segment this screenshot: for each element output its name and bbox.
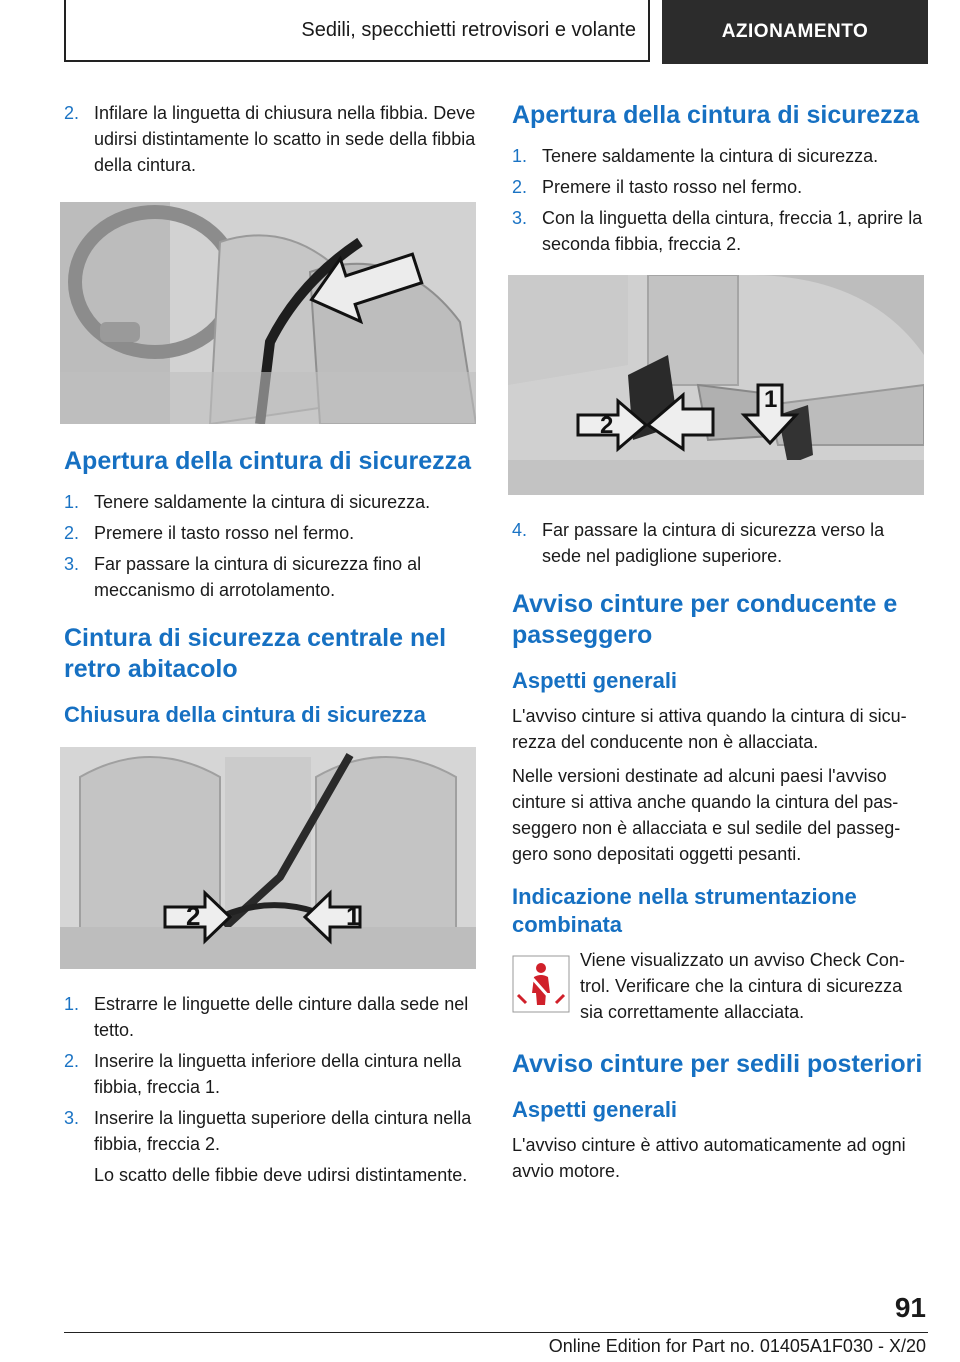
edition-text: Online Edition for Part no. 01405A1F030 - X/20 [548,1336,926,1356]
paragraph: Nelle versioni destinate ad alcuni paesi l'avviso cinture si attiva anche quando la cintura del passeggero non è allacciata e sul sedile del passeggero sono depositati oggetti pesanti. [512,766,901,864]
warning-text: Viene visualizzato un avviso Check Control. Verificare che la cintura di sicurezza sia correttamente allacciata. [580,950,905,1022]
heading-close-belt: Chiusura della cintura di sicurezza [64,702,426,727]
arrow-label-1: 1 [346,901,361,931]
heading-instrument-display: Indicazione nella strumentazione combinata [512,884,857,937]
list-item: 4. Far passare la cintura di sicurezza verso la sede nel padiglione superiore. [512,520,885,566]
heading-open-belt: Apertura della cintura di sicurezza [64,447,472,475]
paragraph: L'avviso cinture si attiva quando la cintura di sicurezza del conducente non è allacciata. [512,706,907,752]
page-number: 91 [894,1292,926,1323]
list-item: 2. Premere il tasto rosso nel fermo. [512,177,803,197]
right-column [512,100,928,1192]
list-item: 1. Estrarre le linguette delle cinture dalla sede nel tetto. [64,994,469,1040]
arrow-label-2: 2 [186,901,201,931]
list-item: 3. Con la linguetta della cintura, freccia 1, aprire la seconda fibbia, freccia 2. [512,208,923,254]
heading-general-1: Aspetti generali [512,668,678,693]
rear-center-belt-photo [60,747,478,969]
list-item: 1. Tenere saldamente la cintura di sicurezza. [64,492,431,512]
list-item: 2. Inserire la linguetta inferiore della cintura nella fibbia, freccia 1. [64,1051,462,1097]
paragraph: L'avviso cinture è attivo automaticamente ad ogni avvio motore. [512,1135,906,1181]
heading-belt-warning: Avviso cinture per conducente e passeggero [512,590,898,649]
arrow-label-1: 1 [764,386,778,413]
footer-divider [64,1332,928,1333]
list-item: 2. Premere il tasto rosso nel fermo. [64,523,355,543]
rear-buckle-photo [508,275,928,495]
list-item: 2. Infilare la linguetta di chiusura nella fibbia. Deve udirsi distintamente lo scatto in sede della fibbia della cintura. [64,103,476,175]
list-item: 3. Inserire la linguetta superiore della cintura nella fibbia, freccia 2. [64,1108,472,1154]
heading-open-belt-rear: Apertura della cintura di sicurezza [512,101,920,129]
heading-central-belt: Cintura di sicurezza centrale nel retro abitacolo [64,624,447,683]
close-note: Lo scatto delle fibbie deve udirsi distintamente. [94,1165,468,1185]
check-control-note [512,947,928,1025]
heading-general-2: Aspetti generali [512,1097,678,1122]
list-item: 3. Far passare la cintura di sicurezza fino al meccanismo di arrotolamento. [64,554,422,600]
seatbelt-warning-icon [512,955,570,1013]
arrow-label-2: 2 [600,412,614,439]
list-item: 1. Tenere saldamente la cintura di sicurezza. [512,146,879,166]
left-column [64,100,478,1194]
section-title: Sedili, specchietti retrovisori e volante [64,0,650,62]
chapter-tab: AZIONAMENTO [662,0,928,64]
heading-rear-belt-warning: Avviso cinture per sedili posteriori [512,1050,923,1078]
page-header [64,0,928,64]
seatbelt-insert-photo [60,202,478,424]
